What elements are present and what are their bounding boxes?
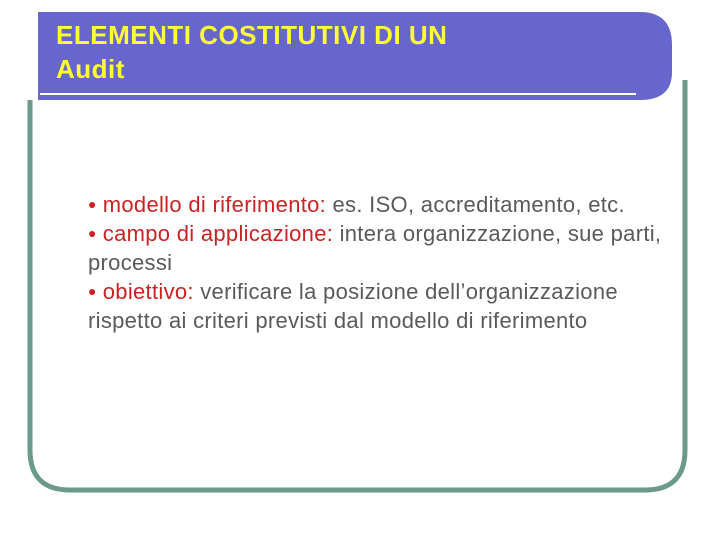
item-label: modello di riferimento: [102, 192, 327, 217]
title-line-2: Audit [56, 54, 125, 84]
page-title [56, 18, 636, 86]
list-item [88, 219, 668, 277]
item-label: campo di applicazione: [102, 221, 334, 246]
list-item [88, 277, 668, 335]
title-line-1: ELEMENTI COSTITUTIVI DI UN [56, 20, 448, 50]
list-item [88, 190, 668, 219]
item-label: obiettivo: [102, 279, 194, 304]
bullet-dot-icon: ● [88, 196, 97, 212]
bullet-list [88, 190, 668, 335]
bullet-dot-icon: ● [88, 225, 97, 241]
bullet-dot-icon: ● [88, 283, 97, 299]
item-text: es. ISO, accreditamento, etc. [326, 192, 625, 217]
item-text: intera organizzazione, sue parti, processi [88, 221, 662, 275]
item-text: verificare la posizione dell’organizzazione rispetto ai criteri previsti dal modello di riferimento [88, 279, 618, 333]
